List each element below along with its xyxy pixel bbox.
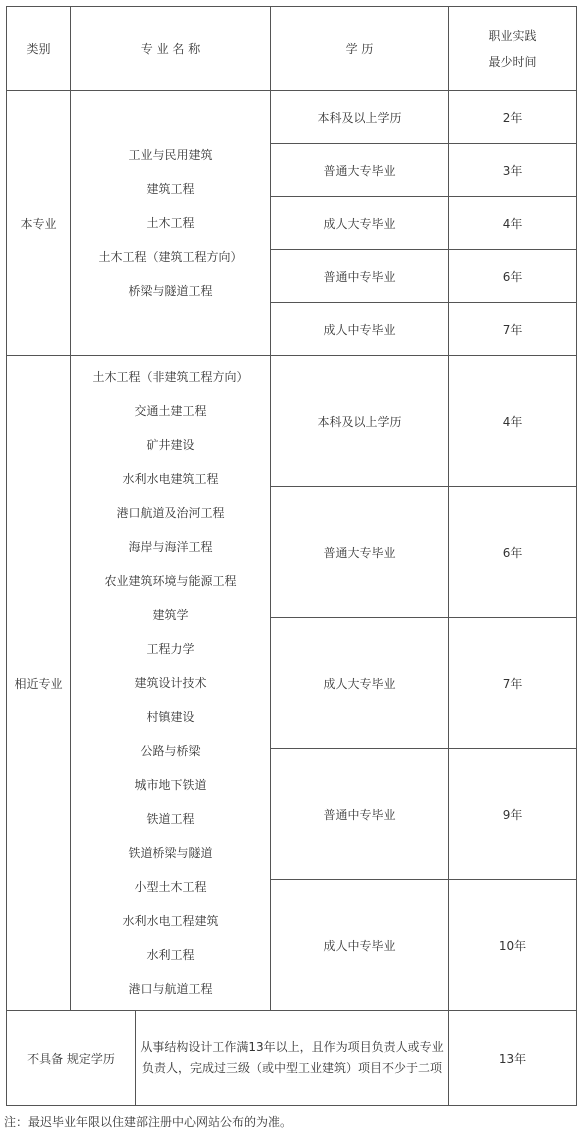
list-item: 土木工程（建筑工程方向） bbox=[98, 250, 243, 264]
majors-list bbox=[71, 138, 270, 308]
education-cell: 普通中专毕业 bbox=[271, 749, 449, 880]
education-cell: 本科及以上学历 bbox=[271, 356, 449, 487]
years-cell: 2年 bbox=[449, 91, 577, 144]
list-item: 工程力学 bbox=[146, 642, 195, 656]
years-cell: 6年 bbox=[449, 250, 577, 303]
list-item: 水利水电建筑工程 bbox=[122, 472, 219, 486]
education-cell: 本科及以上学历 bbox=[271, 91, 449, 144]
education-cell: 成人中专毕业 bbox=[271, 303, 449, 356]
header-practice-line2: 最少时间 bbox=[488, 54, 537, 69]
header-major: 专 业 名 称 bbox=[71, 7, 271, 91]
education-cell: 普通大专毕业 bbox=[271, 487, 449, 618]
years-cell: 6年 bbox=[449, 487, 577, 618]
education-cell: 普通大专毕业 bbox=[271, 144, 449, 197]
header-row bbox=[7, 7, 577, 91]
header-education: 学 历 bbox=[271, 7, 449, 91]
years-cell: 4年 bbox=[449, 197, 577, 250]
table-row bbox=[7, 91, 577, 144]
list-item: 建筑设计技术 bbox=[134, 676, 207, 690]
header-practice-line1: 职业实践 bbox=[488, 28, 537, 43]
years-cell: 7年 bbox=[449, 303, 577, 356]
majors-list bbox=[71, 360, 270, 1006]
header-practice bbox=[449, 7, 577, 91]
category-cell: 不具备 规定学历 bbox=[7, 1011, 136, 1106]
list-item: 港口航道及治河工程 bbox=[116, 506, 225, 520]
list-item: 村镇建设 bbox=[146, 710, 195, 724]
years-cell: 3年 bbox=[449, 144, 577, 197]
header-category: 类别 bbox=[7, 7, 71, 91]
table-row bbox=[7, 356, 577, 487]
category-cell: 相近专业 bbox=[7, 356, 71, 1011]
requirements-table bbox=[6, 6, 577, 1106]
education-cell: 成人中专毕业 bbox=[271, 880, 449, 1011]
list-item: 农业建筑环境与能源工程 bbox=[104, 574, 237, 588]
years-cell: 9年 bbox=[449, 749, 577, 880]
years-cell: 13年 bbox=[449, 1011, 577, 1106]
list-item: 城市地下铁道 bbox=[134, 778, 207, 792]
list-item: 建筑工程 bbox=[146, 182, 195, 196]
list-item: 海岸与海洋工程 bbox=[128, 540, 213, 554]
list-item: 铁道工程 bbox=[146, 812, 195, 826]
list-item: 桥梁与隧道工程 bbox=[128, 284, 213, 298]
list-item: 铁道桥梁与隧道 bbox=[128, 846, 213, 860]
years-cell: 10年 bbox=[449, 880, 577, 1011]
list-item: 土木工程（非建筑工程方向） bbox=[92, 370, 249, 384]
list-item: 建筑学 bbox=[152, 608, 189, 622]
education-cell: 成人大专毕业 bbox=[271, 197, 449, 250]
list-item: 土木工程 bbox=[146, 216, 195, 230]
list-item: 交通土建工程 bbox=[134, 404, 207, 418]
majors-cell bbox=[71, 91, 271, 356]
list-item: 工业与民用建筑 bbox=[128, 148, 213, 162]
list-item: 矿井建设 bbox=[146, 438, 195, 452]
description-cell: 从事结构设计工作满13年以上，且作为项目负责人或专业负责人，完成过三级（或中型工业建筑）项目不少于二项 bbox=[136, 1011, 449, 1106]
education-cell: 成人大专毕业 bbox=[271, 618, 449, 749]
list-item: 水利水电工程建筑 bbox=[122, 914, 219, 928]
footnote: 注：最迟毕业年限以住建部注册中心网站公布的为准。 bbox=[4, 1115, 293, 1129]
list-item: 公路与桥梁 bbox=[140, 744, 201, 758]
category-cell: 本专业 bbox=[7, 91, 71, 356]
table-row bbox=[7, 1011, 577, 1106]
list-item: 港口与航道工程 bbox=[128, 982, 213, 996]
list-item: 水利工程 bbox=[146, 948, 195, 962]
education-cell: 普通中专毕业 bbox=[271, 250, 449, 303]
years-cell: 4年 bbox=[449, 356, 577, 487]
majors-cell bbox=[71, 356, 271, 1011]
years-cell: 7年 bbox=[449, 618, 577, 749]
list-item: 小型土木工程 bbox=[134, 880, 207, 894]
